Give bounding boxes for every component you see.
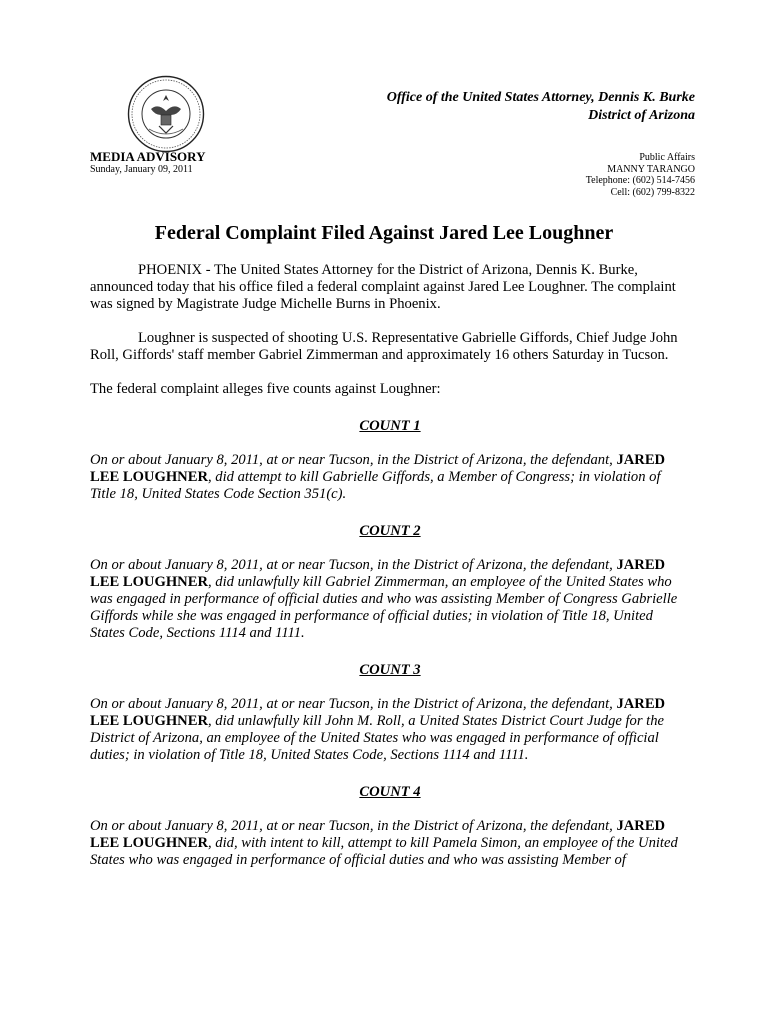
count-4-text: On or about January 8, 2011, at or near Tucson, in the District of Arizona, the defendant, JARED LEE LOUGHNER, did, with intent to kill, attempt to kill Pamela Simon, an employee of the United States who was engaged in performance of official duties and who was assisting Member of bbox=[90, 818, 678, 868]
count-1-text: On or about January 8, 2011, at or near Tucson, in the District of Arizona, the defendant, JARED LEE LOUGHNER, did attempt to kill Gabrielle Giffords, a Member of Congress; in violation of Title 18, United States Code Section 351(c). bbox=[90, 452, 666, 502]
contact-telephone: Telephone: (602) 514-7456 bbox=[585, 175, 695, 186]
paragraph-counts-intro: The federal complaint alleges five counts against Loughner: bbox=[90, 381, 441, 397]
document-body bbox=[90, 262, 690, 886]
count-3-heading: COUNT 3 bbox=[359, 662, 421, 678]
defendant-name: JARED LEE LOUGHNER bbox=[90, 696, 666, 729]
count-2-text: On or about January 8, 2011, at or near Tucson, in the District of Arizona, the defendant, JARED LEE LOUGHNER, did unlawfully kill Gabriel Zimmerman, an employee of the United States who was engaged in performance of official duties and who was assisting Member of Congress Gabrielle Giffords while she was engaged in performance of official duties; in violation of Title 18, United States Code, Sections 1114 and 1111. bbox=[90, 557, 678, 641]
defendant-name: JARED LEE LOUGHNER bbox=[90, 452, 666, 485]
advisory-label: MEDIA ADVISORY bbox=[90, 149, 206, 164]
advisory-date: Sunday, January 09, 2011 bbox=[90, 164, 193, 175]
count-3-text: On or about January 8, 2011, at or near Tucson, in the District of Arizona, the defendant, JARED LEE LOUGHNER, did unlawfully kill John M. Roll, a United States District Court Judge for the District of Arizona, an employee of the United States who was engaged in performance of official duties; in violation of Title 18, United States Code, Sections 1114 and 1111. bbox=[90, 696, 666, 763]
office-header bbox=[387, 89, 695, 125]
contact-dept: Public Affairs bbox=[639, 152, 695, 163]
office-line-2: District of Arizona bbox=[588, 108, 695, 123]
count-2-heading: COUNT 2 bbox=[359, 523, 421, 539]
defendant-name: JARED LEE LOUGHNER bbox=[90, 818, 666, 851]
contact-block bbox=[586, 152, 695, 198]
count-4-heading: COUNT 4 bbox=[359, 784, 421, 800]
page-title: Federal Complaint Filed Against Jared Lee Loughner bbox=[154, 222, 614, 244]
count-1-heading: COUNT 1 bbox=[359, 418, 421, 434]
paragraph-suspect: Loughner is suspected of shooting U.S. Representative Gabrielle Giffords, Chief Judge John Roll, Giffords' staff member Gabriel Zimmerman and approximately 16 others Saturday in Tucson. bbox=[90, 330, 678, 363]
office-line-1: Office of the United States Attorney, Dennis K. Burke bbox=[386, 90, 695, 105]
contact-name: MANNY TARANGO bbox=[607, 163, 695, 175]
contact-cell: Cell: (602) 799-8322 bbox=[610, 186, 695, 198]
defendant-name: JARED LEE LOUGHNER bbox=[90, 557, 666, 590]
media-advisory-block bbox=[90, 149, 205, 176]
doj-seal-logo bbox=[127, 75, 205, 153]
paragraph-intro: PHOENIX - The United States Attorney for the District of Arizona, Dennis K. Burke, announced today that his office filed a federal complaint against Jared Lee Loughner. The complaint was signed by Magistrate Judge Michelle Burns in Phoenix. bbox=[90, 262, 676, 312]
